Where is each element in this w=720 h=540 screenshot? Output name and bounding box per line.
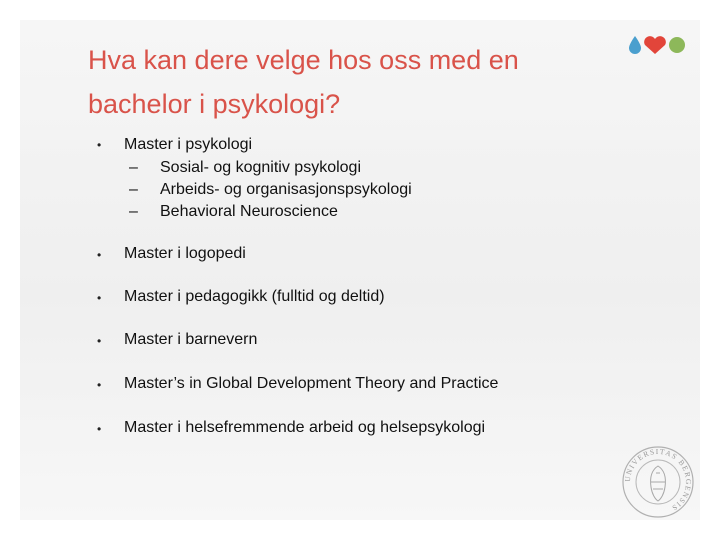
bullet-marker: • [97, 422, 102, 436]
list-item-label: Master i psykologi [124, 136, 253, 153]
dash-marker: – [129, 181, 138, 198]
university-seal-icon [620, 444, 696, 520]
slide-title-line-2: bachelor i psykologi? [88, 89, 341, 119]
sublist-item-label: Arbeids- og organisasjonspsykologi [160, 181, 412, 198]
sublist-item-label: Sosial- og kognitiv psykologi [160, 159, 361, 176]
dash-marker: – [129, 203, 138, 220]
bullet-marker: • [97, 291, 102, 305]
seal-text: UNIVERSITAS BERGENSIS [622, 446, 694, 514]
bullet-marker: • [97, 248, 102, 262]
dash-marker: – [129, 159, 138, 176]
list-item-label: Master i logopedi [124, 245, 246, 262]
bullet-marker: • [97, 334, 102, 348]
sublist-item-label: Behavioral Neuroscience [160, 203, 338, 220]
list-item-label: Master i helsefremmende arbeid og helsepsykologi [124, 419, 486, 436]
list-item-label: Master i barnevern [124, 331, 258, 348]
list-item-label: Master’s in Global Development Theory and Practice [124, 375, 499, 392]
bullet-marker: • [97, 378, 102, 392]
list-item-label: Master i pedagogikk (fulltid og deltid) [124, 288, 385, 305]
slide-title-line-1: Hva kan dere velge hos oss med en [88, 45, 519, 75]
bullet-marker: • [97, 138, 102, 152]
